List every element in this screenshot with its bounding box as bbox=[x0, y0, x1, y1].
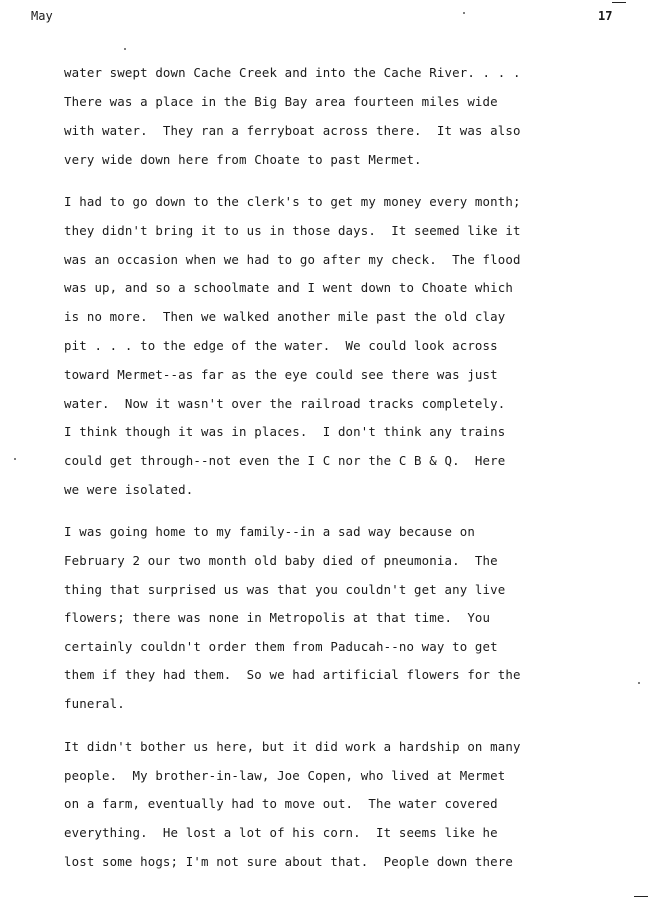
text-line: was an occasion when we had to go after my check. The flood bbox=[64, 252, 521, 267]
text-line: I think though it was in places. I don't think any trains bbox=[64, 424, 506, 439]
text-line: very wide down here from Choate to past Mermet. bbox=[64, 152, 422, 167]
text-line: is no more. Then we walked another mile past the old clay bbox=[64, 309, 506, 324]
text-line: There was a place in the Big Bay area fourteen miles wide bbox=[64, 94, 498, 109]
text-line: could get through--not even the I C nor the C B & Q. Here bbox=[64, 453, 506, 468]
text-line: February 2 our two month old baby died of pneumonia. The bbox=[64, 553, 498, 568]
text-line: I was going home to my family--in a sad way because on bbox=[64, 524, 475, 539]
text-line: It didn't bother us here, but it did work a hardship on many bbox=[64, 739, 521, 754]
running-header: May bbox=[31, 9, 53, 23]
text-line: I had to go down to the clerk's to get my money every month; bbox=[64, 194, 521, 209]
speck bbox=[638, 682, 640, 684]
bottom-edge-mark bbox=[634, 896, 648, 897]
text-line: water swept down Cache Creek and into the Cache River. . . . bbox=[64, 65, 521, 80]
text-line: water. Now it wasn't over the railroad tracks completely. bbox=[64, 396, 506, 411]
text-line: pit . . . to the edge of the water. We could look across bbox=[64, 338, 498, 353]
speck bbox=[124, 48, 126, 50]
text-line: toward Mermet--as far as the eye could see there was just bbox=[64, 367, 498, 382]
top-edge-mark bbox=[612, 2, 626, 3]
text-line: on a farm, eventually had to move out. The water covered bbox=[64, 796, 498, 811]
page-number: 17 bbox=[598, 9, 613, 23]
text-line: lost some hogs; I'm not sure about that. People down there bbox=[64, 854, 513, 869]
text-line: people. My brother-in-law, Joe Copen, who lived at Mermet bbox=[64, 768, 506, 783]
text-line: with water. They ran a ferryboat across there. It was also bbox=[64, 123, 521, 138]
speck bbox=[14, 458, 16, 460]
speck bbox=[463, 12, 465, 14]
text-line: everything. He lost a lot of his corn. It seems like he bbox=[64, 825, 498, 840]
text-line: them if they had them. So we had artificial flowers for the bbox=[64, 667, 521, 682]
text-line: funeral. bbox=[64, 696, 125, 711]
text-line: certainly couldn't order them from Paducah--no way to get bbox=[64, 639, 498, 654]
text-line: flowers; there was none in Metropolis at that time. You bbox=[64, 610, 491, 625]
text-line: was up, and so a schoolmate and I went down to Choate which bbox=[64, 280, 513, 295]
text-line: we were isolated. bbox=[64, 482, 194, 497]
text-line: they didn't bring it to us in those days. It seemed like it bbox=[64, 223, 521, 238]
text-line: thing that surprised us was that you couldn't get any live bbox=[64, 582, 506, 597]
